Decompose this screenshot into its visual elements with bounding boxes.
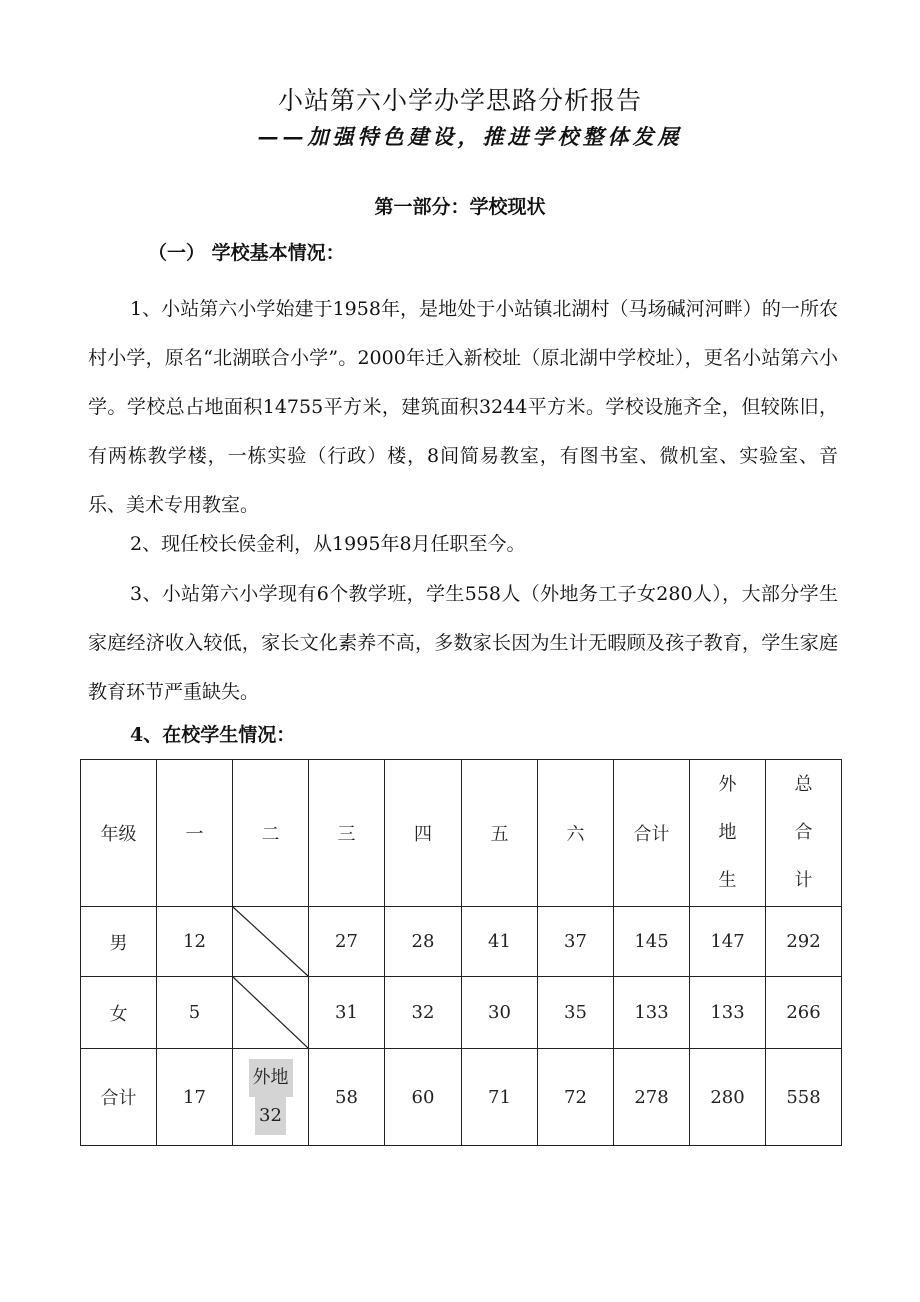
cell: 558 [766, 1049, 842, 1146]
table-row [81, 907, 842, 977]
header-nonlocal-char: 外 [718, 774, 737, 795]
cell: 280 [690, 1049, 766, 1146]
table-row [81, 1049, 842, 1146]
header-grade-3: 三 [309, 760, 385, 907]
shaded-text: 外地 [249, 1059, 293, 1097]
cell: 278 [614, 1049, 690, 1146]
header-grand-total [766, 760, 842, 907]
header-grand-char: 总 [794, 774, 813, 795]
header-grade-4: 四 [385, 760, 462, 907]
cell: 133 [690, 977, 766, 1049]
cell: 17 [157, 1049, 233, 1146]
cell: 266 [766, 977, 842, 1049]
cell: 71 [462, 1049, 538, 1146]
diagonal-line [233, 907, 308, 976]
header-grade-1: 一 [157, 760, 233, 907]
cell-nonlocal-note [233, 1049, 309, 1146]
cell: 37 [538, 907, 614, 977]
diagonal-cell [233, 907, 309, 977]
cell: 147 [690, 907, 766, 977]
document-title: 小站第六小学办学思路分析报告 [277, 86, 642, 115]
row-label-male: 男 [81, 907, 157, 977]
table-row [81, 977, 842, 1049]
diagonal-line [233, 977, 308, 1048]
cell: 145 [614, 907, 690, 977]
cell: 35 [538, 977, 614, 1049]
cell: 72 [538, 1049, 614, 1146]
cell: 27 [309, 907, 385, 977]
document-subtitle: ——加强特色建设，推进学校整体发展 [257, 124, 683, 149]
student-stats-table [80, 759, 842, 1146]
diagonal-cell [233, 977, 309, 1049]
header-nonlocal-char: 生 [718, 870, 737, 891]
cell: 32 [385, 977, 462, 1049]
shaded-text: 32 [255, 1097, 286, 1135]
paragraph-students: 3、小站第六小学现有6个教学班，学生558人（外地务工子女280人），大部分学生家庭经济收入较低，家长文化素养不高，多数家长因为生计无暇顾及孩子教育，学生家庭教育环节严重缺失。 [88, 583, 838, 703]
header-grade: 年级 [81, 760, 157, 907]
cell: 28 [385, 907, 462, 977]
cell: 60 [385, 1049, 462, 1146]
section-heading: （一） 学校基本情况： [148, 242, 345, 264]
table-header-row [81, 760, 842, 907]
table-heading: 4、在校学生情况： [130, 724, 296, 746]
cell: 12 [157, 907, 233, 977]
cell: 31 [309, 977, 385, 1049]
header-grand-char: 计 [794, 870, 813, 891]
cell: 41 [462, 907, 538, 977]
row-label-total: 合计 [81, 1049, 157, 1146]
paragraph-principal: 2、现任校长侯金利，从1995年8月任职至今。 [130, 533, 526, 555]
header-grade-5: 五 [462, 760, 538, 907]
header-grade-6: 六 [538, 760, 614, 907]
paragraph-history: 1、小站第六小学始建于1958年，是地处于小站镇北湖村（马场碱河河畔）的一所农村小学，原名“北湖联合小学”。2000年迁入新校址（原北湖中学校址），更名小站第六小学。学校总占地面积14755平方米，建筑面积3244平方米。学校设施齐全，但较陈旧，有两栋教学楼，一栋实验（行政）楼，8间简易教室，有图书室、微机室、实验室、音乐、美术专用教室。 [88, 298, 838, 516]
header-grand-char: 合 [794, 822, 813, 843]
header-nonlocal [690, 760, 766, 907]
header-grade-2: 二 [233, 760, 309, 907]
cell: 5 [157, 977, 233, 1049]
cell: 58 [309, 1049, 385, 1146]
cell: 133 [614, 977, 690, 1049]
part-heading: 第一部分：学校现状 [374, 196, 546, 218]
header-nonlocal-char: 地 [718, 822, 737, 843]
row-label-female: 女 [81, 977, 157, 1049]
header-total: 合计 [614, 760, 690, 907]
cell: 292 [766, 907, 842, 977]
cell: 30 [462, 977, 538, 1049]
